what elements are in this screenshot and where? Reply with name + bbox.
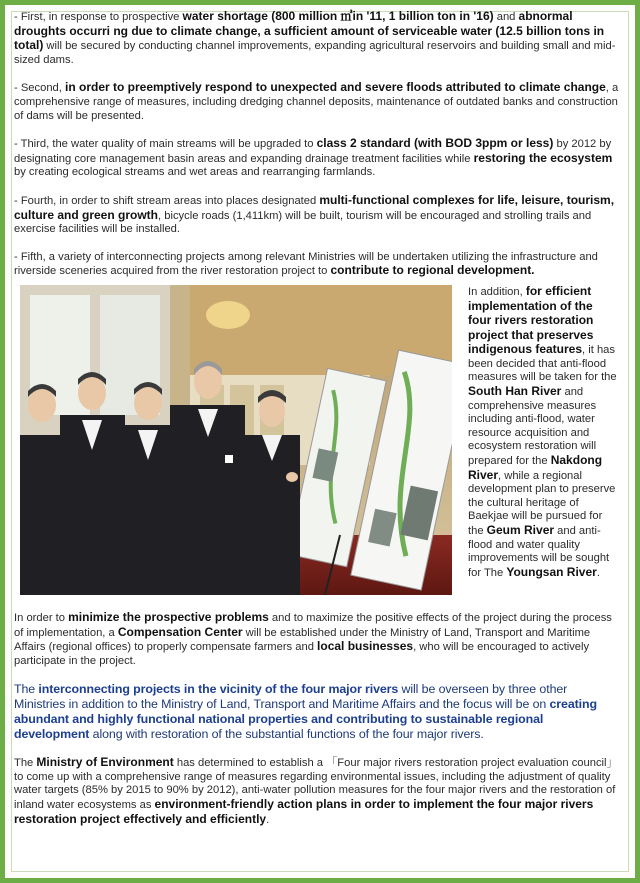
text-run: and comprehensive measures including anti-flood, water resource acquisition and ecosystem restoration will prepared for the xyxy=(468,386,597,468)
text-run: , who will be encouraged to actively participate in the project. xyxy=(14,641,590,667)
text-run: The xyxy=(14,682,39,697)
figure-row xyxy=(14,285,620,611)
text-run: , a comprehensive range of measures, including dredging channel deposits, maintenance of outdated banks and construction of dams will be presented. xyxy=(14,82,619,122)
text-run: - Fifth, a variety of interconnecting projects among relevant Ministries will be undertaken utilizing the infrastructure and riverside sceneries acquired from the river restoration project to xyxy=(14,250,598,278)
text-run: , bicycle roads (1,411km) will be built, tourism will be encouraged and strolling trails and exercise facilities will be installed. xyxy=(14,209,592,236)
text-run: will be secured by conducting channel improvements, expanding agricultural reservoirs and building small and mid-sized dams. xyxy=(14,40,616,66)
text-run-bold: for efficient implementation of the four rivers restoration project that preserves indigenous features xyxy=(468,283,594,357)
text-run: , it has been decided that anti-flood measures will be taken for the xyxy=(468,344,617,384)
text-run: - Third, the water quality of main streams will be upgraded to xyxy=(14,138,317,151)
text-run-bold: creating abundant and highly functional national properties and contributing to sustainable regional development xyxy=(14,697,597,742)
text-run: by 2012 by designating core management basin areas and expanding drainage treatment facilities while xyxy=(14,138,612,165)
text-run: , while a regional development plan to preserve the cultural heritage of Baekjae will be pursued for the xyxy=(468,469,616,537)
text-run: and anti-flood and water quality improvements will be sought for The xyxy=(468,525,610,579)
text-run: . xyxy=(266,813,270,826)
text-run: will be established under the Ministry of Land, Transport and Maritime Affairs (regional offices) to properly compensate farmers and xyxy=(14,626,591,654)
bullet-multifunctional xyxy=(14,194,620,237)
text-run: will be overseen by three other Ministries in addition to the Ministry of Land, Transport and Maritime Affairs and the focus will be on xyxy=(14,682,568,712)
bullet-flood-response xyxy=(14,81,620,123)
officials-inspecting-maps-photo xyxy=(20,285,452,595)
text-run-bold: Compensation Center xyxy=(117,624,243,639)
four-rivers-sidebar-text xyxy=(468,285,618,580)
text-run: has determined to establish a 「Four major rivers restoration project evaluation council」 to come up with a comprehensive range of measures regarding environmental issues, including the adjustment of quality water targets (85% by 2015 to 90% by 2012), anti-water pollution measures for the four major rivers and the restoration of inland water ecosystems as xyxy=(14,757,618,812)
compensation-paragraph xyxy=(14,611,620,668)
ministry-of-environment-paragraph xyxy=(14,756,620,827)
text-run-bold: environment-friendly action plans in order to implement the four major rivers restoration project effectively and efficiently xyxy=(14,797,594,826)
text-run-bold: contribute to regional development. xyxy=(330,263,535,278)
text-run-bold: Geum River xyxy=(486,523,555,537)
text-run: and xyxy=(493,11,519,23)
text-run-bold: Youngsan River xyxy=(506,564,597,579)
text-run-bold: interconnecting projects in the vicinity of the four major rivers xyxy=(38,682,399,697)
text-run-bold: restoring the ecosystem xyxy=(473,150,613,165)
text-run-bold: Nakdong River xyxy=(468,453,603,482)
text-run: . xyxy=(596,566,600,579)
text-run-bold: multi-functional complexes for life, leisure, tourism, culture and green growth xyxy=(14,192,615,222)
bullet-water-shortage xyxy=(14,10,620,67)
document-body xyxy=(14,10,620,827)
text-run: - Fourth, in order to shift stream areas into places designated xyxy=(14,194,320,207)
interconnecting-projects-paragraph xyxy=(14,682,620,742)
text-run: The xyxy=(14,757,37,770)
text-run-bold: class 2 standard (with BOD 3ppm or less) xyxy=(316,136,554,151)
bullet-water-quality xyxy=(14,137,620,180)
text-run: by creating ecological streams and wet areas and rearranging farmlands. xyxy=(14,166,376,179)
text-run: - Second, xyxy=(14,82,65,95)
text-run: - First, in response to prospective xyxy=(14,11,183,23)
text-run: and to maximize the positive effects of the project during the process of implementation, a xyxy=(14,611,612,639)
text-run: In addition, xyxy=(468,285,526,298)
text-run-bold: local businesses xyxy=(317,639,414,654)
text-run-bold: water shortage (800 million ㎥in '11, 1 billion ton in '16) xyxy=(182,9,494,23)
text-run-bold: Ministry of Environment xyxy=(36,755,174,770)
bullet-regional-development xyxy=(14,251,620,279)
photo-illustration xyxy=(20,285,452,595)
text-run-bold: abnormal droughts occurri ng due to climate change, a sufficient amount of serviceable water (12.5 billion tons in total) xyxy=(14,9,605,53)
text-run-bold: in order to preemptively respond to unexpected and severe floods attributed to climate change xyxy=(65,80,606,95)
text-run: In order to xyxy=(14,611,69,624)
text-run: along with restoration of the substantial functions of the four major rivers. xyxy=(89,727,484,742)
text-run-bold: South Han River xyxy=(468,384,562,399)
text-run-bold: minimize the prospective problems xyxy=(68,609,269,624)
